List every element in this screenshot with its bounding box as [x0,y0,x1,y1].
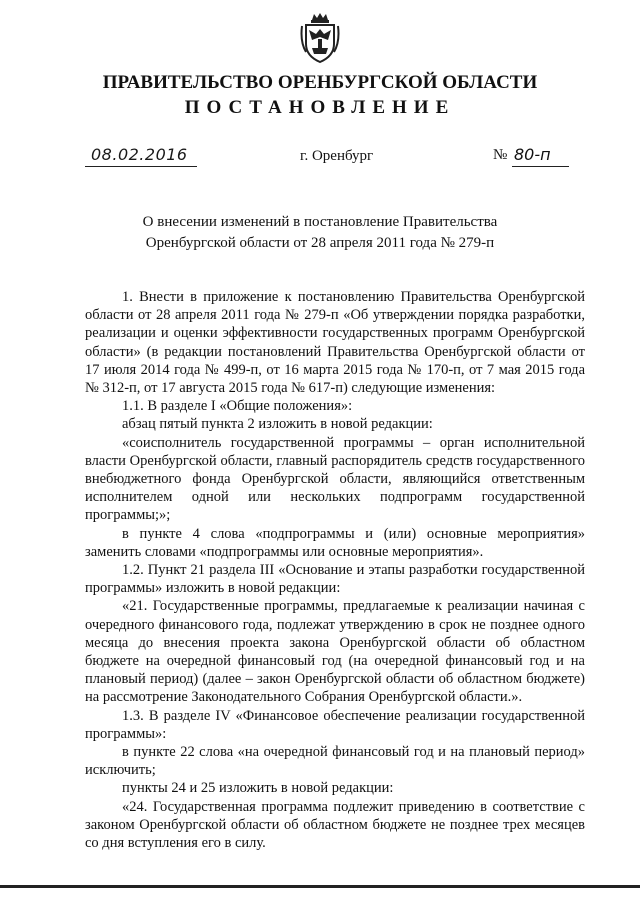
number-field [512,146,569,167]
paragraph: пункты 24 и 25 изложить в новой редакции: [122,780,394,797]
paragraph: 1. Внести в приложение к постановлению Правительства Оренбургской области от 28 апреля 2011 года № 279-п «Об утверждении порядка разработки, реализации и оценки эффективности государственных программ Оренбургской области» (в редакции постановлений Правительства Оренбургской области от 17 июля 2014 года № 499-п, от 16 марта 2015 года № 170-п, от 7 мая 2015 года № 312-п, от 17 августа 2015 года № 617-п) следующие изменения: [85,289,585,397]
paragraph: в пункте 4 слова «подпрограммы и (или) основные мероприятия» заменить словами «подпрограммы или основные мероприятия». [85,525,585,560]
bottom-rule [0,885,640,888]
coat-of-arms-icon [300,12,340,64]
subject-line: О внесении изменений в постановление Правительства [142,214,498,230]
paragraph: «24. Государственная программа подлежит приведению в соответствие с законом Оренбургской области об областном бюджете не позднее трех месяцев со дня вступления его в силу. [85,798,585,852]
paragraph: 1.3. В разделе IV «Финансовое обеспечение реализации государственной программы»: [85,707,585,742]
date-field [85,146,197,167]
organization-title: ПРАВИТЕЛЬСТВО ОРЕНБУРГСКОЙ ОБЛАСТИ [102,72,538,93]
paragraph: «соисполнитель государственной программы – орган исполнительной власти Оренбургской области, главный распорядитель средств государственного внебюджетного фонда Оренбургской области, являющийся ответственным исполнителем одной или нескольких подпрограмм государственной программы;»; [85,434,585,524]
city: г. Оренбург [300,148,374,164]
subject-line: Оренбургской области от 28 апреля 2011 года № 279-п [145,235,495,251]
number-label: № [493,147,508,163]
paragraph: 1.2. Пункт 21 раздела III «Основание и этапы разработки государственной программы» изложить в новой редакции: [85,562,585,597]
document-subject [0,212,640,254]
handwritten-number: 80-п [514,145,551,164]
document-type: ПОСТАНОВЛЕНИЕ [184,97,456,118]
document-body [85,288,585,852]
handwritten-date: 08.02.2016 [91,145,188,164]
paragraph: абзац пятый пункта 2 изложить в новой редакции: [122,416,433,433]
paragraph: в пункте 22 слова «на очередной финансовый год и на плановый период» исключить; [85,744,585,779]
paragraph: «21. Государственные программы, предлагаемые к реализации начиная с очередного финансового года, подлежат утверждению в срок не позднее одного месяца до внесения проекта закона Оренбургской области об областном бюджете на очередной финансовый год (на очередной финансовый год и на плановый период) (далее – закон Оренбургской области об областном бюджете) на рассмотрение Законодательного Собрания Оренбургской области.». [85,598,585,706]
paragraph: 1.1. В разделе I «Общие положения»: [122,398,353,415]
